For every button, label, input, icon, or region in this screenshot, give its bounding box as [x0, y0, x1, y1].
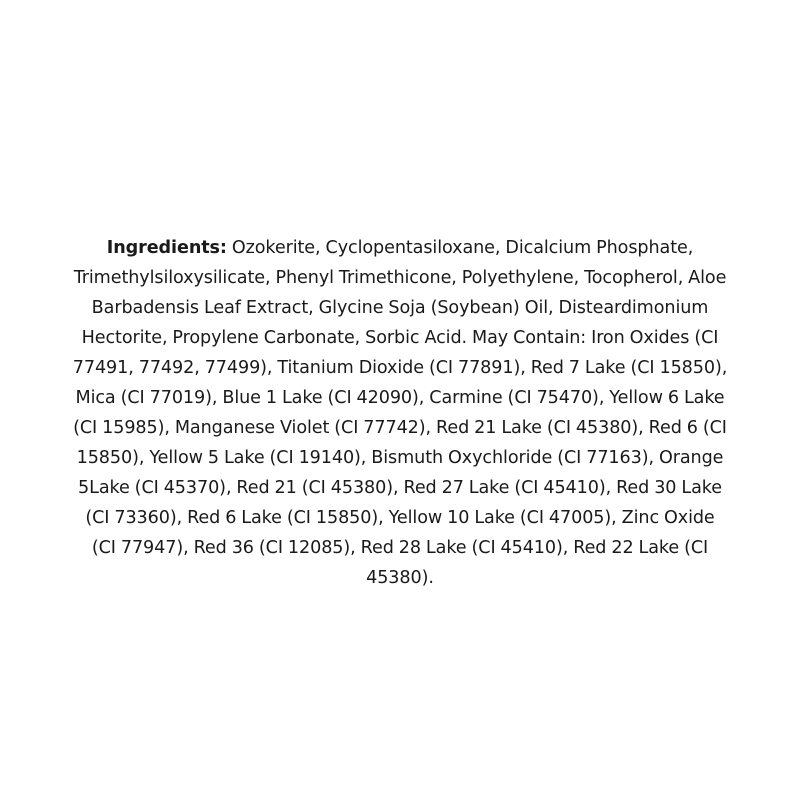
ingredients-label: Ingredients:: [106, 238, 227, 258]
ingredients-list: Ozokerite, Cyclopentasiloxane, Dicalcium Phosphate, Trimethylsiloxysilicate, Phenyl Trimethicone, Polyethylene, Tocopherol, Aloe Barbadensis Leaf Extract, Glycine Soja (Soybean) Oil, Disteardimonium Hectorite, Propylene Carbonate, Sorbic Acid. May Contain: Iron Oxides (CI 77491, 77492, 77499), Titanium Dioxide (CI 77891), Red 7 Lake (CI 15850), Mica (CI 77019), Blue 1 Lake (CI 42090), Carmine (CI 75470), Yellow 6 Lake (CI 15985), Manganese Violet (CI 77742), Red 21 Lake (CI 45380), Red 6 (CI 15850), Yellow 5 Lake (CI 19140), Bismuth Oxychloride (CI 77163), Orange 5Lake (CI 45370), Red 21 (CI 45380), Red 27 Lake (CI 45410), Red 30 Lake (CI 73360), Red 6 Lake (CI 15850), Yellow 10 Lake (CI 47005), Zinc Oxide (CI 77947), Red 36 (CI 12085), Red 28 Lake (CI 45410), Red 22 Lake (CI 45380).: [72, 238, 728, 588]
ingredients-paragraph: [72, 233, 728, 593]
